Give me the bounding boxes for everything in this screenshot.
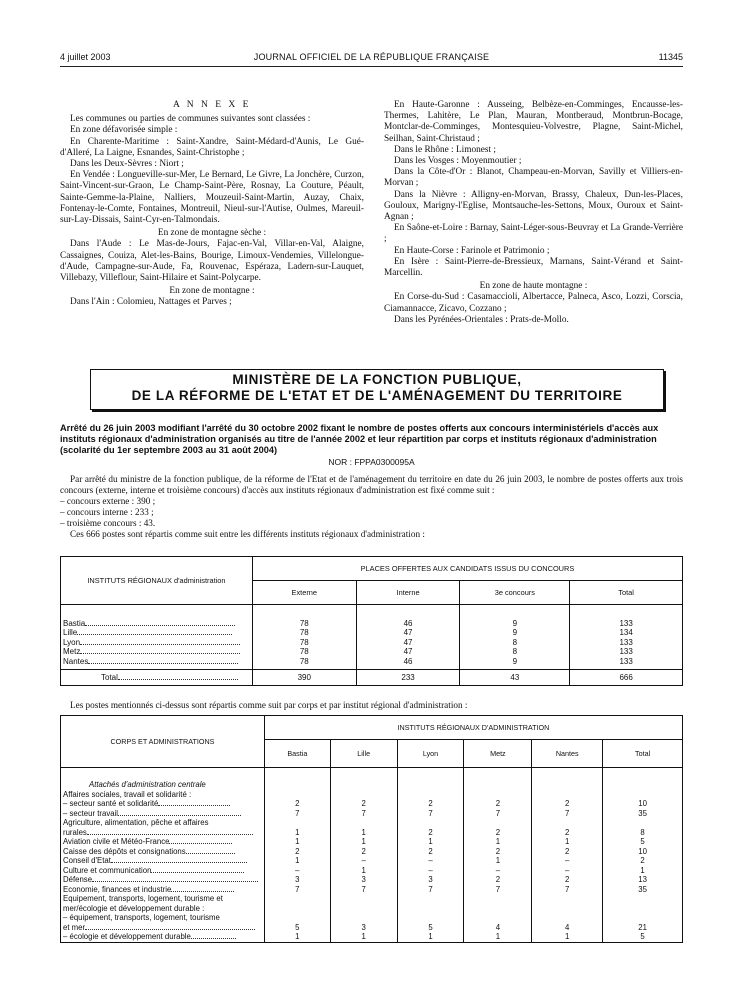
table2-cell: 7	[464, 885, 532, 895]
annex-paragraph: En Saône-et-Loire : Barnay, Saint-Léger-sous-Beuvray et La Grande-Verrière ;	[384, 223, 683, 245]
row-label-text: – secteur santé et solidarité	[63, 799, 159, 808]
table2-cell: 2	[264, 799, 330, 809]
table2-column-header: Total	[603, 740, 683, 768]
decree-paragraph-2: Ces 666 postes sont répartis comme suit entre les différents instituts régionaux d'administration :	[70, 529, 425, 539]
table2-cell: 1	[397, 932, 464, 942]
table-row	[61, 885, 683, 895]
table2-cell	[330, 904, 397, 914]
table2-cell	[532, 768, 603, 790]
table2-cell	[397, 894, 464, 904]
table1-cell: 47	[356, 638, 460, 648]
table2-row-label	[61, 923, 265, 933]
table2-row-label	[61, 790, 265, 800]
table2-cell: 2	[532, 847, 603, 857]
table2-cell	[603, 894, 683, 904]
table1-cell: 47	[356, 647, 460, 657]
table1-cell: 78	[252, 647, 356, 657]
table2-cell: 3	[397, 875, 464, 885]
table2-cell: 1	[532, 932, 603, 942]
table2-cell	[264, 818, 330, 828]
table2-cell: 2	[464, 847, 532, 857]
decree-paragraph-3: Les postes mentionnés ci-dessus sont répartis comme suit par corps et par institut régional d'administration :	[70, 700, 468, 710]
table2-cell: 5	[603, 932, 683, 942]
table1-cell: 133	[570, 647, 683, 657]
row-label-text: et mer	[63, 922, 86, 932]
table2-cell	[532, 894, 603, 904]
table2-row-label	[61, 847, 265, 857]
table2-cell	[464, 790, 532, 800]
table2-cell: 1	[264, 828, 330, 838]
decree-title: Arrêté du 26 juin 2003 modifiant l'arrêté du 30 octobre 2002 fixant le nombre de postes offerts aux concours interministériels d'accès aux instituts régionaux d'administration organisés au titre de l'année 2002 et leur répartition par corps et instituts régionaux d'administration (scolarité du 1er septembre 2003 au 31 août 2004)	[60, 423, 659, 455]
total-text: Total	[101, 672, 118, 682]
leader-dots	[171, 891, 234, 892]
table2-cell	[603, 768, 683, 790]
table-row	[61, 809, 683, 819]
leader-dots	[118, 679, 238, 680]
header-journal-title: JOURNAL OFFICIEL DE LA RÉPUBLIQUE FRANÇAISE	[253, 52, 490, 62]
table1-cell: 78	[252, 657, 356, 667]
annex-paragraph: Dans les Deux-Sèvres : Niort ;	[70, 159, 184, 170]
table2-cell	[464, 894, 532, 904]
leader-dots	[186, 853, 236, 854]
table2-cell	[397, 790, 464, 800]
table2-cell: 1	[330, 932, 397, 942]
table1-cell: 9	[460, 619, 570, 629]
table1-cell: 133	[570, 638, 683, 648]
table2-row-label	[61, 809, 265, 819]
table2-cell: 10	[603, 847, 683, 857]
table1-total-cell	[356, 669, 460, 685]
table2-row-label	[61, 932, 265, 942]
table1-row-label	[61, 638, 253, 648]
row-label-text: Lille	[63, 628, 78, 638]
table2-cell	[603, 818, 683, 828]
table2-cell: 2	[397, 847, 464, 857]
table2-cell	[532, 913, 603, 923]
table1-total-label	[61, 669, 253, 685]
table2-cell: 7	[397, 809, 464, 819]
table2-cell: –	[532, 856, 603, 866]
table-row	[61, 913, 683, 923]
table2-column-header: Nantes	[532, 740, 603, 768]
table2-cell: 1	[464, 932, 532, 942]
table2-cell	[532, 790, 603, 800]
table1-cell: 8	[460, 647, 570, 657]
table1-group-header: PLACES OFFERTES AUX CANDIDATS ISSUS DU CONCOURS	[252, 557, 682, 581]
leader-dots	[80, 653, 240, 654]
row-label-text: Agriculture, alimentation, pêche et affaires	[63, 818, 209, 827]
table2-cell	[397, 768, 464, 790]
table-row	[61, 837, 683, 847]
table2-cell: 2	[532, 799, 603, 809]
page-header	[60, 50, 683, 67]
table2-row-header: CORPS ET ADMINISTRATIONS	[61, 716, 265, 768]
annex-title: A N N E X E	[173, 100, 251, 110]
annex-left-column	[60, 100, 364, 309]
table1-cell: 9	[460, 628, 570, 638]
table2-cell: 2	[264, 847, 330, 857]
annex-paragraph: Les communes ou parties de communes suivantes sont classées :	[70, 114, 311, 125]
decree-body-2	[60, 700, 683, 711]
table2-cell: 7	[532, 885, 603, 895]
table2-cell	[464, 904, 532, 914]
table2-cell: 1	[397, 837, 464, 847]
row-label-text: Culture et communication	[63, 865, 152, 875]
table2-cell: 8	[603, 828, 683, 838]
decree-list-item: – troisième concours : 43.	[60, 518, 156, 528]
annex-paragraph: En Haute-Corse : Farinole et Patrimonio ;	[394, 245, 550, 256]
table2-cell	[397, 818, 464, 828]
table2-cell: –	[397, 856, 464, 866]
table2-column-header: Lyon	[397, 740, 464, 768]
table2-cell: 4	[532, 923, 603, 933]
table2-cell: 2	[330, 799, 397, 809]
table2-column-header: Bastia	[264, 740, 330, 768]
table1-column-header: Interne	[356, 581, 460, 605]
annex-paragraph: Dans l'Ain : Colomieu, Nattages et Parves ;	[70, 297, 232, 308]
annex-paragraph: Dans la Côte-d'Or : Blanot, Champeau-en-Morvan, Savilly et Villiers-en-Morvan ;	[384, 167, 683, 189]
table2-cell	[330, 818, 397, 828]
table2-cell: 13	[603, 875, 683, 885]
table1-cell: 46	[356, 657, 460, 667]
table2-cell	[264, 894, 330, 904]
table2-cell	[264, 790, 330, 800]
table2-group-header: INSTITUTS RÉGIONAUX D'ADMINISTRATION	[264, 716, 682, 740]
table2-cell: –	[397, 866, 464, 876]
table1-row-header: INSTITUTS RÉGIONAUX d'administration	[61, 557, 253, 605]
row-label-text: Lyon	[63, 637, 81, 647]
row-label-text: rurales	[63, 827, 87, 837]
total-text: 233	[401, 672, 415, 682]
row-label-text: Equipement, transports, logement, tourisme et	[63, 894, 223, 903]
table-row	[61, 904, 683, 914]
table2-cell	[397, 913, 464, 923]
leader-dots	[88, 663, 238, 664]
annex-paragraph: Dans les Pyrénées-Orientales : Prats-de-Mollo.	[394, 314, 569, 325]
table2-cell	[464, 913, 532, 923]
table2-cell: –	[464, 866, 532, 876]
table-row	[61, 875, 683, 885]
table2-cell	[330, 768, 397, 790]
table2-cell: 2	[397, 799, 464, 809]
table2-cell: 2	[397, 828, 464, 838]
table-posts-by-institute	[60, 556, 683, 686]
row-label-text: Aviation civile et Météo-France	[63, 837, 170, 846]
leader-dots	[92, 881, 258, 882]
table1-row-label	[61, 628, 253, 638]
leader-dots	[77, 634, 232, 635]
table2-cell	[603, 790, 683, 800]
table2-cell: 1	[264, 932, 330, 942]
table1-cell: 46	[356, 619, 460, 629]
decree-list-item: – concours interne : 233 ;	[60, 507, 154, 517]
leader-dots	[87, 834, 253, 835]
table-posts-by-corps	[60, 715, 683, 943]
table2-cell	[330, 894, 397, 904]
table2-cell: 2	[532, 828, 603, 838]
annex-paragraph: Dans la Nièvre : Alligny-en-Morvan, Brassy, Chaleux, Dun-les-Places, Gouloux, Marigny-l'Eglise, Montsauche-les-Settons, Moux, Ouroux et Saint-Agnan ;	[384, 189, 683, 223]
leader-dots	[118, 815, 241, 816]
annex-paragraph: Dans l'Aude : Le Mas-de-Jours, Fajac-en-Val, Villar-en-Val, Alaigne, Cassaignes, Couiza, Alet-les-Bains, Bourige, Limoux-Vendemies, Villelongue-d'Aude, Campagne-sur-Aude, Fa, Rouvenac, Espéraza, Ladern-sur-Lauquet, Villebazy, Villeflour, Saint-Hilaire et Saint-Polycarpe.	[60, 239, 364, 284]
row-label-text: Affaires sociales, travail et solidarité :	[63, 789, 192, 799]
table-row	[61, 619, 683, 629]
total-text: 43	[510, 672, 520, 682]
row-label-text: – secteur travail	[63, 808, 119, 818]
table2-cell: 7	[330, 809, 397, 819]
row-label-text: – écologie et développement durable	[63, 932, 191, 941]
annex-paragraph: En Isère : Saint-Pierre-de-Bressieux, Marnans, Saint-Vérand et Saint-Marcellin.	[384, 256, 683, 279]
table2-cell: 35	[603, 885, 683, 895]
annex-paragraph: En zone de haute montagne :	[479, 281, 588, 292]
row-label-text: Economie, finances et industrie	[63, 884, 172, 894]
ministry-line-2: DE LA RÉFORME DE L'ETAT ET DE L'AMÉNAGEMENT DU TERRITOIRE	[131, 388, 623, 403]
decree-body	[60, 474, 683, 540]
table2-cell: 1	[330, 837, 397, 847]
leader-dots	[169, 843, 232, 844]
decree-paragraph-1: Par arrêté du ministre de la fonction publique, de la réforme de l'Etat et de l'aménagement du territoire en date du 26 juin 2003, le nombre de postes offerts aux trois concours (externe, interne et troisième concours) d'accès aux instituts régionaux d'administration est fixé comme suit :	[60, 474, 683, 495]
table2-cell	[264, 768, 330, 790]
table-row	[61, 828, 683, 838]
table2-row-label	[61, 904, 265, 914]
table2-row-label	[61, 875, 265, 885]
table2-cell: 3	[330, 923, 397, 933]
table2-cell: –	[330, 856, 397, 866]
table2-cell: 5	[397, 923, 464, 933]
table-row	[61, 768, 683, 790]
table2-cell: 7	[532, 809, 603, 819]
table1-total-cell	[570, 669, 683, 685]
table2-cell: 2	[330, 847, 397, 857]
decree-nor: NOR : FPPA0300095A	[328, 457, 415, 467]
table2-row-label	[61, 799, 265, 809]
annex-paragraph: En zone défavorisée simple :	[70, 125, 178, 136]
leader-dots	[191, 938, 237, 939]
table-row	[61, 856, 683, 866]
annex-right-column	[384, 100, 683, 326]
table-row	[61, 847, 683, 857]
ministry-line-1: MINISTÈRE DE LA FONCTION PUBLIQUE,	[232, 372, 522, 387]
table2-cell: 10	[603, 799, 683, 809]
table2-cell: 3	[264, 875, 330, 885]
table1-column-header: Total	[570, 581, 683, 605]
leader-dots	[85, 625, 235, 626]
table2-cell	[532, 904, 603, 914]
leader-dots	[158, 805, 229, 806]
table-row	[61, 790, 683, 800]
table2-cell: 2	[464, 799, 532, 809]
annex-paragraph: En zone de montagne :	[169, 286, 255, 297]
table1-cell: 133	[570, 619, 683, 629]
table2-cell	[397, 904, 464, 914]
header-page-number: 11345	[658, 52, 683, 62]
table1-column-header: Externe	[252, 581, 356, 605]
table2-cell: 7	[264, 809, 330, 819]
table1-row-label	[61, 657, 253, 667]
table2-cell: 2	[464, 828, 532, 838]
table1-cell: 78	[252, 619, 356, 629]
annex-paragraph: En Charente-Maritime : Saint-Xandre, Saint-Médard-d'Aunis, Le Gué-d'Alleré, La Laigne, Esnandes, Saint-Christophe ;	[60, 136, 364, 158]
table2-row-label	[61, 856, 265, 866]
table2-row-label	[61, 866, 265, 876]
table2-cell: –	[264, 866, 330, 876]
leader-dots	[80, 644, 240, 645]
table2-row-label	[61, 837, 265, 847]
table2-cell: 1	[264, 856, 330, 866]
table-row	[61, 799, 683, 809]
table2-row-label	[61, 913, 265, 923]
table2-row-label	[61, 894, 265, 904]
table2-row-label	[61, 768, 265, 790]
table2-cell: 7	[264, 885, 330, 895]
table-row	[61, 638, 683, 648]
table2-cell: 3	[330, 875, 397, 885]
table2-cell	[532, 818, 603, 828]
table1-cell: 78	[252, 628, 356, 638]
table2-cell: 1	[532, 837, 603, 847]
leader-dots	[85, 929, 255, 930]
annex-paragraph: En Haute-Garonne : Ausseing, Belbèze-en-Comminges, Encausse-les-Thermes, Lahitère, Le Plan, Mauran, Montberaud, Montbrun-Bocage, Montclar-de-Comminges, Montesquieu-Volvestre, Plagne, Saint-Michel, Seilhan, Saint-Christaud ;	[384, 100, 683, 144]
table2-cell	[603, 913, 683, 923]
table2-cell	[464, 818, 532, 828]
table-row	[61, 657, 683, 667]
table1-total-cell	[460, 669, 570, 685]
table2-cell: 1	[464, 856, 532, 866]
table2-cell: 35	[603, 809, 683, 819]
leader-dots	[111, 862, 247, 863]
table2-cell: 1	[264, 837, 330, 847]
table2-cell: 2	[532, 875, 603, 885]
table2-cell: 7	[464, 809, 532, 819]
table2-row-label	[61, 818, 265, 828]
annex-paragraph: En Vendée : Longueville-sur-Mer, Le Bernard, Le Givre, La Jonchère, Curzon, Saint-Vincent-sur-Graon, Le Champ-Saint-Père, Rosnay, La Couture, Péault, Sainte-Gemme-la-Plaine, Nalliers, Mouzeuil-Saint-Martin, Auzay, Chaix, Fontenay-le-Comte, Fontaines, Montreuil, Nieul-sur-l'Autise, Oulmes, Mareuil-sur-Lay-Dissais, Saint-Cyr-en-Talmondais.	[60, 170, 364, 226]
leader-dots	[151, 872, 244, 873]
table1-cell: 9	[460, 657, 570, 667]
table1-row-label	[61, 619, 253, 629]
row-label-text: Nantes	[63, 656, 89, 666]
table2-cell	[603, 904, 683, 914]
row-label-text: mer/écologie et développement durable :	[63, 903, 205, 913]
table2-cell	[330, 913, 397, 923]
row-label-text: Attachés d'administration centrale	[89, 780, 206, 789]
table2-cell	[330, 790, 397, 800]
table2-cell	[464, 768, 532, 790]
table1-row-label	[61, 647, 253, 657]
table2-row-label	[61, 885, 265, 895]
table2-cell: 1	[603, 866, 683, 876]
row-label-text: Défense	[63, 875, 93, 884]
ministry-box	[90, 369, 664, 410]
table2-cell: 7	[397, 885, 464, 895]
table2-cell: 4	[464, 923, 532, 933]
table-row	[61, 647, 683, 657]
table1-cell: 133	[570, 657, 683, 667]
table2-cell: –	[532, 866, 603, 876]
table2-cell: 1	[330, 828, 397, 838]
table2-cell: 5	[603, 837, 683, 847]
table2-row-label	[61, 828, 265, 838]
table2-cell: 2	[464, 875, 532, 885]
table-row	[61, 932, 683, 942]
decree-list-item: – concours externe : 390 ;	[60, 496, 156, 506]
table-row	[61, 923, 683, 933]
table2-cell: 21	[603, 923, 683, 933]
table2-column-header: Lille	[330, 740, 397, 768]
row-label-text: Caisse des dépôts et consignations	[63, 846, 186, 856]
table1-cell: 47	[356, 628, 460, 638]
annex-paragraph: En Corse-du-Sud : Casamaccioli, Albertacce, Palneca, Asco, Lozzi, Corscia, Ciamannacce, Zicavo, Cozzano ;	[384, 292, 683, 314]
table2-cell: 7	[330, 885, 397, 895]
table-row	[61, 866, 683, 876]
total-text: 666	[619, 672, 633, 682]
table-row	[61, 628, 683, 638]
table2-cell	[264, 904, 330, 914]
table2-cell: 1	[464, 837, 532, 847]
table2-column-header: Metz	[464, 740, 532, 768]
table2-cell: 5	[264, 923, 330, 933]
row-label-text: Conseil d'Etat	[63, 856, 111, 865]
row-label-text: Bastia	[63, 618, 86, 628]
annex-paragraph: Dans le Rhône : Limonest ;	[394, 144, 496, 155]
annex-paragraph: En zone de montagne sèche :	[157, 228, 267, 239]
table1-column-header: 3e concours	[460, 581, 570, 605]
table1-cell: 134	[570, 628, 683, 638]
table1-cell: 8	[460, 638, 570, 648]
row-label-text: – équipement, transports, logement, tourisme	[63, 913, 220, 922]
total-text: 390	[297, 672, 311, 682]
header-date: 4 juillet 2003	[60, 52, 111, 62]
table1-total-cell	[252, 669, 356, 685]
row-label-text: Metz	[63, 647, 81, 657]
table-row	[61, 894, 683, 904]
table-row	[61, 818, 683, 828]
annex-paragraph: Dans les Vosges : Moyenmoutier ;	[394, 156, 522, 167]
table2-cell	[264, 913, 330, 923]
table1-cell: 78	[252, 638, 356, 648]
table2-cell: 2	[603, 856, 683, 866]
table2-cell: 1	[330, 866, 397, 876]
